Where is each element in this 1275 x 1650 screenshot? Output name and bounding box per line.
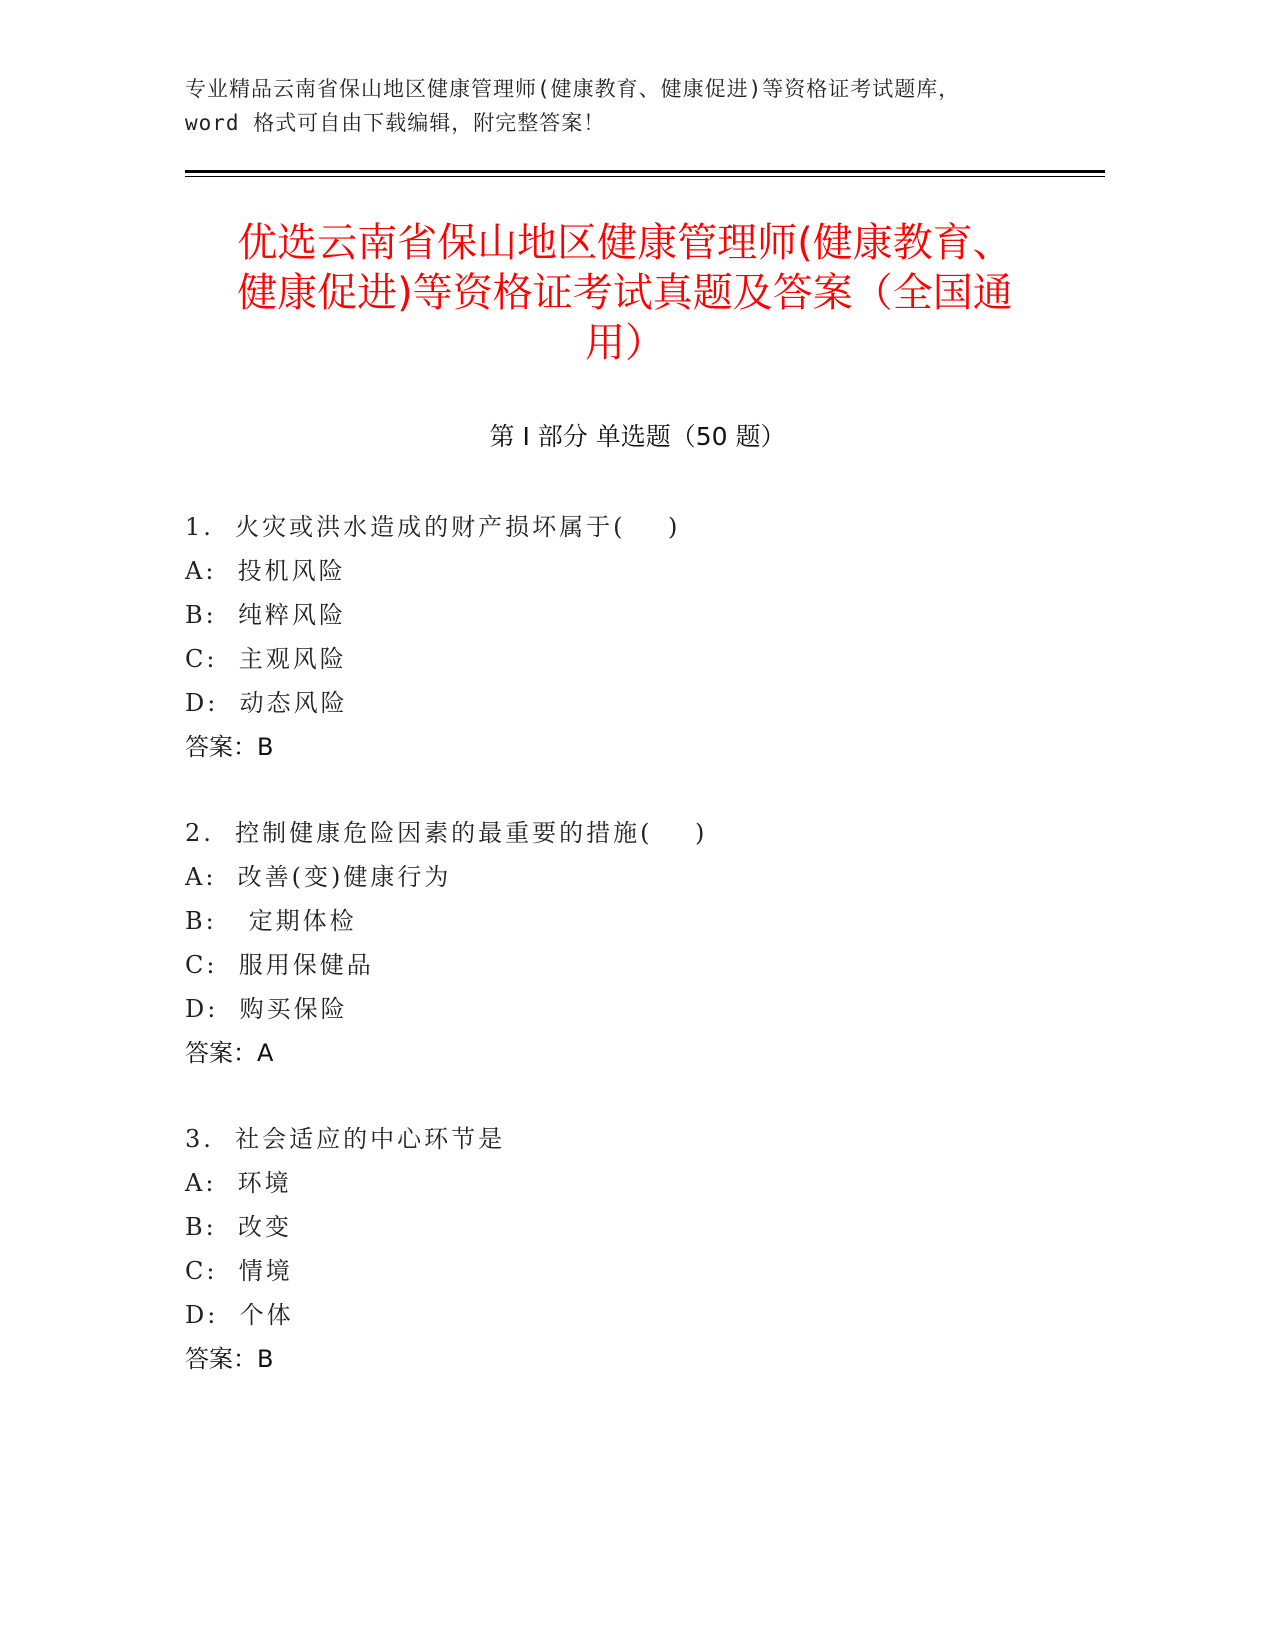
title-line-1: 优选云南省保山地区健康管理师(健康教育、 xyxy=(237,220,1013,266)
title-line-3: 用） xyxy=(585,320,665,366)
answer-key: 答案：B xyxy=(185,733,274,761)
question-stem: 3. 社会适应的中心环节是 xyxy=(185,1125,506,1153)
option-d: D: 购买保险 xyxy=(185,995,348,1023)
document-title xyxy=(185,218,1065,368)
option-c: C: 主观风险 xyxy=(185,645,347,673)
answer-key: 答案：B xyxy=(185,1345,274,1373)
question-2 xyxy=(185,811,1105,1075)
option-b: B: 纯粹风险 xyxy=(185,601,346,629)
answer-key: 答案：A xyxy=(185,1039,274,1067)
option-a: A: 改善(变)健康行为 xyxy=(185,863,452,891)
section-heading: 第 I 部分 单选题（50 题） xyxy=(489,422,786,451)
option-d: D: 个体 xyxy=(185,1301,294,1329)
option-c: C: 情境 xyxy=(185,1257,293,1285)
option-b: B: 改变 xyxy=(185,1213,292,1241)
option-a: A: 投机风险 xyxy=(185,557,346,585)
header-note-line-1: 专业精品云南省保山地区健康管理师(健康教育、健康促进)等资格证考试题库， xyxy=(185,77,961,101)
document-header-note xyxy=(185,72,1105,140)
question-3 xyxy=(185,1117,1105,1381)
header-divider-thick xyxy=(185,170,1105,173)
question-1 xyxy=(185,505,1105,769)
question-stem: 1. 火灾或洪水造成的财产损坏属于( ) xyxy=(185,513,681,541)
option-a: A: 环境 xyxy=(185,1169,292,1197)
header-divider-thin xyxy=(185,176,1105,177)
question-list xyxy=(185,505,1105,1423)
question-stem: 2. 控制健康危险因素的最重要的措施( ) xyxy=(185,819,708,847)
title-line-2: 健康促进)等资格证考试真题及答案（全国通 xyxy=(237,270,1013,316)
header-note-line-2: word 格式可自由下载编辑，附完整答案！ xyxy=(185,111,606,135)
option-c: C: 服用保健品 xyxy=(185,951,374,979)
option-d: D: 动态风险 xyxy=(185,689,348,717)
option-b: B: 定期体检 xyxy=(185,907,357,935)
